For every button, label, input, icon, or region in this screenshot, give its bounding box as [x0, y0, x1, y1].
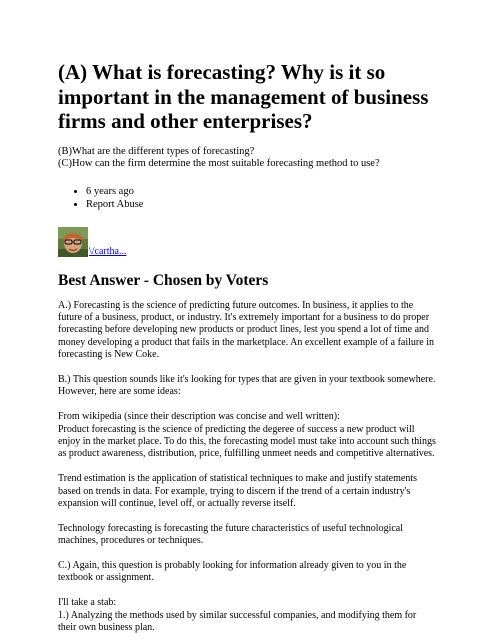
answer-paragraph: C.) Again, this question is probably looking for information already given to you in the textbook or assignment. [58, 559, 407, 584]
answer-author-link[interactable]: \/cartha... [89, 245, 127, 257]
best-answer-heading: Best Answer - Chosen by Voters [58, 271, 269, 289]
question-sub-b: (B)What are the different types of forecasting? [58, 145, 255, 157]
answer-paragraph: I'll take a stab: 1.) Analyzing the methods used by similar successful companies, and modifying them for their own business plan. [58, 597, 417, 633]
answer-paragraph: B.) This question sounds like it's looking for types that are given in your textbook somewhere. However, here are some ideas: [58, 373, 436, 398]
question-age: • 6 years ago [86, 185, 437, 198]
answer-paragraph: A.) Forecasting is the science of predicting future outcomes. In business, it applies to the future of a business, product, or industry. It's extremely important for a business to do proper forecasting before developing new products or product lines, lest you spend a lot of time and money developing a product that fails in the marketplace. An excellent example of a failure in forecasting is New Coke. [58, 299, 434, 361]
answer-body [58, 300, 437, 635]
report-abuse-link[interactable]: • Report Abuse [86, 198, 437, 211]
question-meta [58, 185, 437, 211]
answer-author [58, 225, 437, 257]
answer-paragraph: Technology forecasting is forecasting the future characteristics of useful technological machines, procedures or techniques. [58, 522, 403, 547]
user-avatar-icon[interactable] [58, 227, 88, 257]
question-sub-c: (C)How can the firm determine the most suitable forecasting method to use? [58, 158, 380, 169]
question-title: (A) What is forecasting? Why is it so important in the management of business firms and other enterprises? [58, 60, 429, 133]
answer-paragraph: From wikipedia (since their description was concise and well written): Product forecasting is the science of predicting the degeree of success a new product will enjoy in the market place. To do this, the forecasting model must take into account such things as product awareness, distribution, price, fulfilling unmeet needs and competitive alternatives. [58, 411, 436, 460]
answer-paragraph: Trend estimation is the application of statistical techniques to make and justify statements based on trends in data. For example, trying to discern if the trend of a certain industry's expansion will continue, level off, or actually reverse itself. [58, 473, 418, 509]
question-details [58, 146, 437, 171]
